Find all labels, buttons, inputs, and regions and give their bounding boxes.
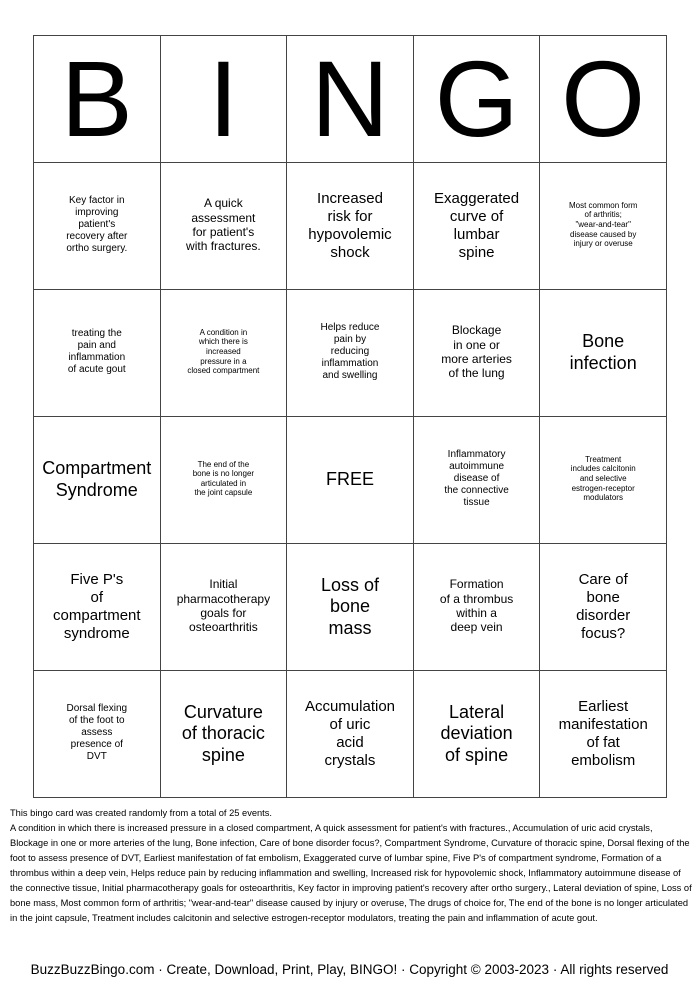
bingo-cell-text: A quick assessment for patient's with fractures. [186,196,261,254]
bingo-cell-text: Care of bone disorder focus? [576,570,631,642]
bingo-cell [160,290,287,417]
bingo-cell [34,671,161,798]
bingo-cell [160,417,287,544]
bingo-cell-text: Blockage in one or more arteries of the lung [441,323,512,381]
bingo-cell-text: Helps reduce pain by reducing inflammation and swelling [320,322,380,382]
bingo-cell-text: Lateral deviation of spine [440,701,513,765]
bingo-row [34,544,667,671]
bingo-cell [413,417,540,544]
bingo-cell-text: Inflammatory autoimmune disease of the connective tissue [444,449,509,509]
bingo-cell [540,544,667,671]
bingo-cell-text: Formation of a thrombus within a deep vein [439,577,514,635]
bingo-cell-text: Exaggerated curve of lumbar spine [434,189,520,261]
bingo-cell [287,671,414,798]
bingo-cell-text: Compartment Syndrome [42,458,152,500]
bingo-cell-text: Five P's of compartment syndrome [53,570,141,642]
header-letter-b: B [34,36,161,163]
card-description [10,806,692,926]
bingo-cell [540,671,667,798]
bingo-cell-text: treating the pain and inflammation of acute gout [67,328,126,376]
bingo-cell [540,290,667,417]
bingo-cell-text: FREE [325,469,374,490]
bingo-row [34,290,667,417]
bingo-cell-text: Initial pharmacotherapy goals for osteoarthritis [176,577,271,635]
bingo-cell [540,417,667,544]
bingo-cell [160,163,287,290]
bingo-cell-text: A condition in which there is increased pressure in a closed compartment [187,327,260,376]
bingo-card [33,35,667,798]
bingo-cell-text: The end of the bone is no longer articulated in the joint capsule [192,459,255,498]
bingo-cell-text: Increased risk for hypovolemic shock [308,189,392,261]
event-list: A condition in which there is increased pressure in a closed compartment, A quick assessment for patient's with fractures., Accumulation of uric acid crystals, Blockage in one or more arteries of the lung, Bone infection, Care of bone disorder focus?, Compartment Syndrome, Curvature of thoracic spine, Dorsal flexing of the foot to assess presence of DVT, Earliest manifestation of fat embolism, Exaggerated curve of lumbar spine, Five P's of compartment syndrome, Formation of a thrombus within a deep vein, Helps reduce pain by reducing inflammation and swelling, Increased risk for hypovolemic shock, Inflammatory autoimmune disease of the connective tissue, Initial pharmacotherapy goals for osteoarthritis, Key factor in improving patient's recovery after ortho surgery., Lateral deviation of spine, Loss of bone mass, Most common form of arthritis; "wear-and-tear" disease caused by injury or overuse, The drugs of choice for, The end of the bone is no longer articulated in the joint capsule, Treatment includes calcitonin and selective estrogen-receptor modulators, treating the pain and inflammation of acute gout. [10,823,692,923]
bingo-cell-text: Curvature of thoracic spine [181,701,265,765]
bingo-cell [413,671,540,798]
header-letter-g: G [413,36,540,163]
bingo-cell [287,417,414,544]
header-letter-i: I [160,36,287,163]
bingo-cell [413,290,540,417]
bingo-cell [34,163,161,290]
bingo-cell [413,163,540,290]
bingo-cell [160,671,287,798]
bingo-cell-text: Key factor in improving patient's recovery after ortho surgery. [66,195,128,255]
bingo-row [34,163,667,290]
bingo-cell [413,544,540,671]
copyright-line: BuzzBuzzBingo.com · Create, Download, Print, Play, BINGO! · Copyright © 2003-2023 · All rights reserved [30,962,669,977]
bingo-cell [540,163,667,290]
bingo-cell-text: Bone infection [569,331,637,373]
bingo-cell [287,290,414,417]
bingo-cell-text: Earliest manifestation of fat embolism [558,697,648,769]
card-intro: This bingo card was created randomly from a total of 25 events. [10,808,272,818]
bingo-cell-text: Treatment includes calcitonin and selective estrogen-receptor modulators [570,454,636,503]
bingo-cell [160,544,287,671]
bingo-cell-text: Loss of bone mass [320,574,379,638]
header-letter-n: N [287,36,414,163]
bingo-row [34,671,667,798]
bingo-cell [287,544,414,671]
bingo-cell [287,163,414,290]
bingo-cell [34,290,161,417]
header-letter-o: O [540,36,667,163]
bingo-cell-text: Accumulation of uric acid crystals [304,697,395,769]
bingo-cell [34,417,161,544]
bingo-cell-text: Most common form of arthritis; "wear-and-tear" disease caused by injury or overuse [568,200,638,249]
bingo-cell-text: Dorsal flexing of the foot to assess presence of DVT [66,703,128,763]
bingo-row [34,417,667,544]
bingo-header-row [34,36,667,163]
bingo-cell [34,544,161,671]
